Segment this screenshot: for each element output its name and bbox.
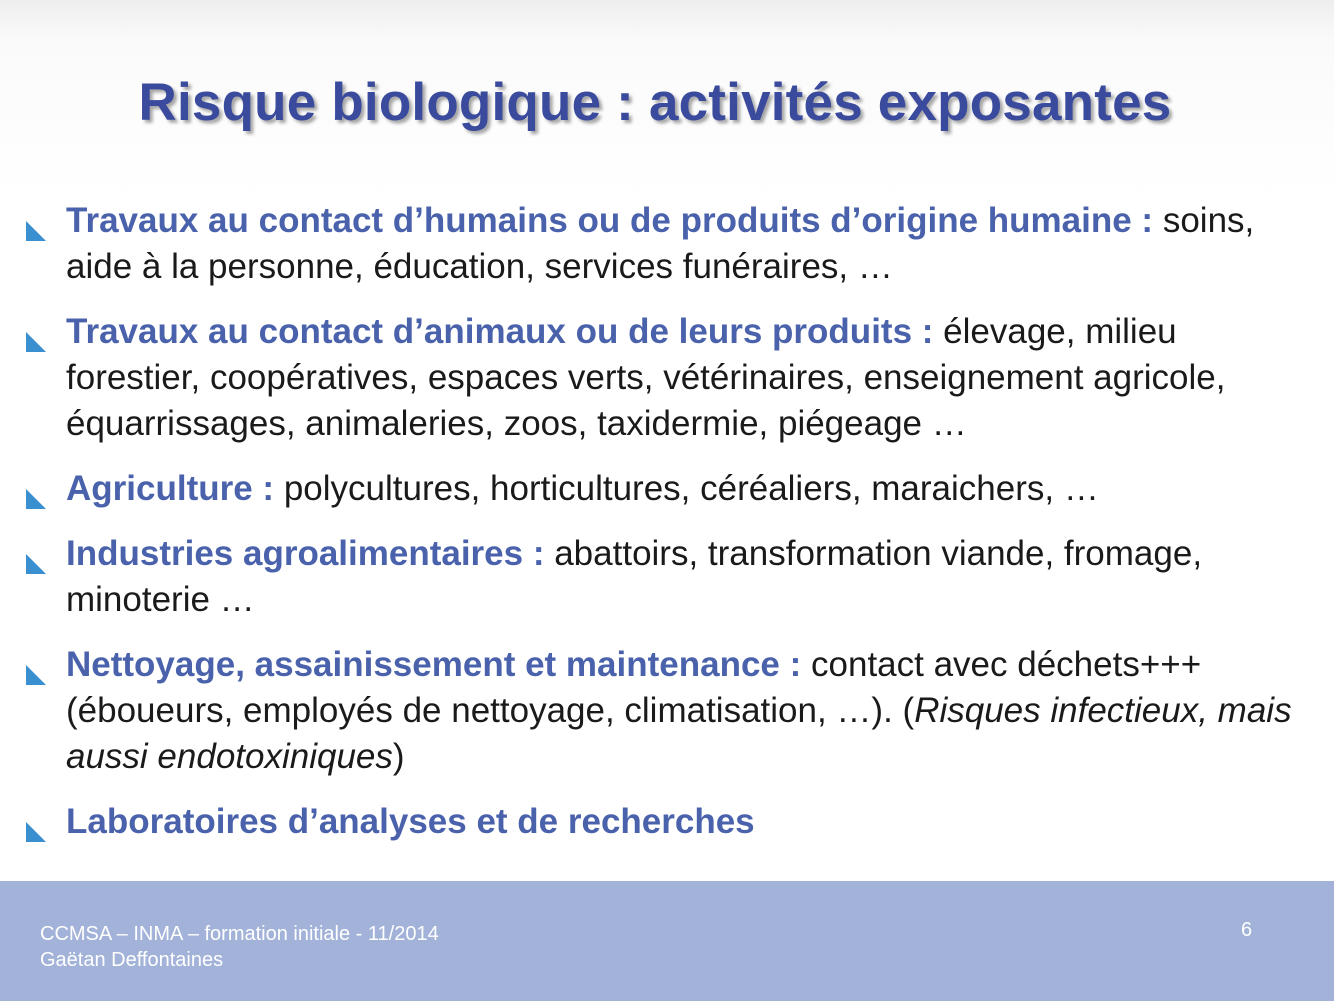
- bullet-text: polycultures, horticultures, céréaliers, maraichers, …: [283, 469, 1099, 508]
- list-item: [26, 198, 1316, 290]
- bullet-heading: Travaux au contact d’humains ou de produits d’origine humaine :: [66, 201, 1154, 240]
- footer-author: Gaëtan Deffontaines: [40, 949, 224, 971]
- bullet-text: soins, aide à la personne, éducation, services funéraires, …: [66, 201, 1255, 286]
- list-item: [26, 466, 1316, 512]
- bullet-text-italic: Risques infectieux, mais aussi endotoxiniques: [66, 691, 1292, 776]
- bullet-text-end: ): [392, 737, 405, 776]
- bullet-heading: Laboratoires d’analyses et de recherches: [66, 802, 755, 841]
- bullet-heading: Nettoyage, assainissement et maintenance :: [66, 645, 802, 684]
- bullet-heading: Travaux au contact d’animaux ou de leurs produits :: [66, 312, 934, 351]
- list-item: [26, 531, 1316, 623]
- triangle-bullet-icon: [26, 822, 46, 842]
- list-item: [26, 642, 1316, 780]
- footer-course-info: CCMSA – INMA – formation initiale - 11/2014: [40, 923, 439, 945]
- triangle-bullet-icon: [26, 489, 46, 509]
- triangle-bullet-icon: [26, 665, 46, 685]
- list-item: [26, 799, 1316, 845]
- bullet-text: abattoirs, transformation viande, fromage, minoterie …: [66, 534, 1203, 619]
- bullet-heading: Agriculture :: [66, 469, 275, 508]
- bullet-text: élevage, milieu forestier, coopératives, espaces verts, vétérinaires, enseignement agricole, équarrissages, animaleries, zoos, taxidermie, piégeage …: [66, 312, 1226, 443]
- list-item: [26, 309, 1316, 447]
- triangle-bullet-icon: [26, 221, 46, 241]
- triangle-bullet-icon: [26, 332, 46, 352]
- bullet-heading: Industries agroalimentaires :: [66, 534, 545, 573]
- page-number: 6: [1241, 919, 1253, 941]
- slide-footer: [0, 881, 1334, 1001]
- slide-title: Risque biologique : activités exposantes: [138, 73, 1172, 132]
- bullet-list: [26, 198, 1316, 864]
- triangle-bullet-icon: [26, 554, 46, 574]
- bullet-text-plain: contact avec déchets+++ (éboueurs, employés de nettoyage, climatisation, …). (: [66, 645, 1202, 730]
